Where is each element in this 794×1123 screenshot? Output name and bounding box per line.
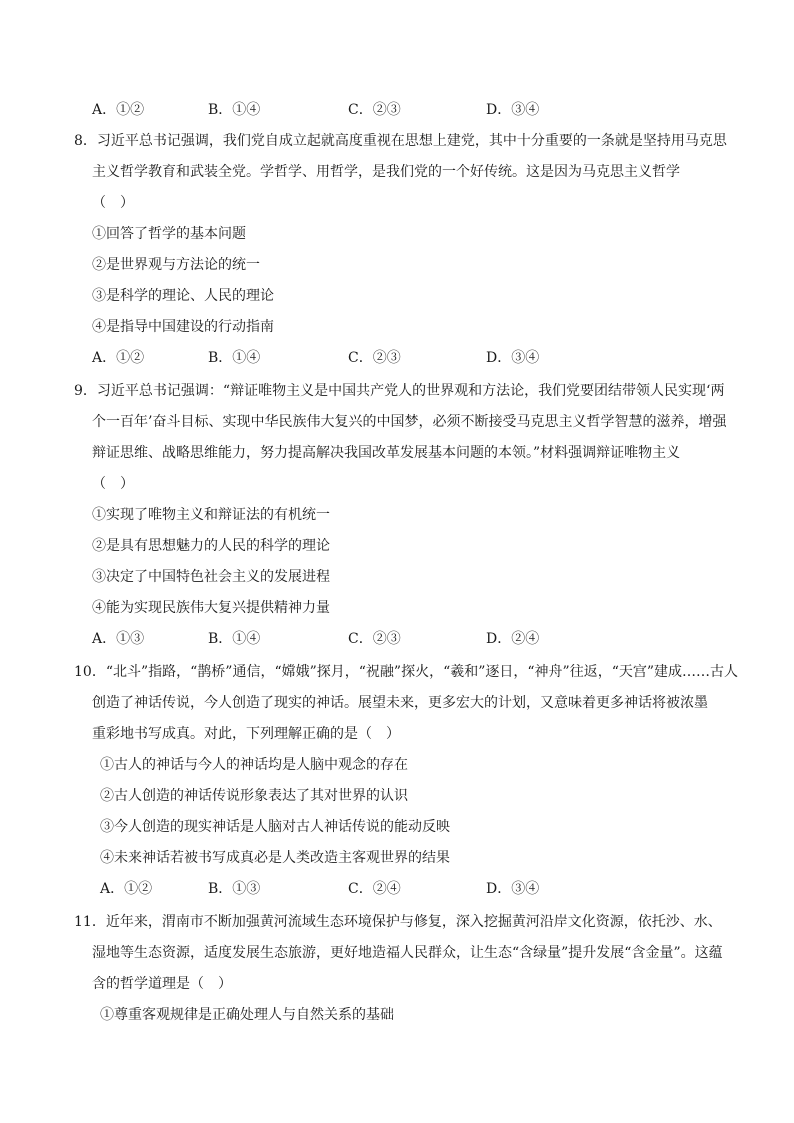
option-c: C．②④ — [348, 881, 401, 897]
option-a: A．①③ — [92, 631, 145, 647]
statement-item: ④未来神话若被书写成真必是人类改造主客观世界的结果 — [100, 850, 450, 866]
question-stem-line: 创造了神话传说，今人创造了现实的神话。展望未来，更多宏大的计划，又意味着更多神话将被浓墨 — [92, 695, 708, 711]
statement-item: ②是具有思想魅力的人民的科学的理论 — [92, 538, 330, 554]
option-d: D．③④ — [486, 102, 540, 118]
option-b: B．①④ — [208, 350, 261, 366]
option-d: D．③④ — [486, 350, 540, 366]
question-stem-line: 辩证思维、战略思维能力，努力提高解决我国改革发展基本问题的本领。”材料强调辩证唯物主义 — [92, 445, 681, 461]
statement-item: ③是科学的理论、人民的理论 — [92, 288, 274, 304]
option-a: A．①② — [100, 881, 153, 897]
question-stem-line: 湿地等生态资源，适度发展生态旅游，更好地造福人民群众，让生态“含绿量”提升发展“含金量”。这蕴 — [92, 945, 723, 961]
question-stem-line: 重彩地书写成真。对此，下列理解正确的是（ ） — [92, 726, 400, 742]
question-stem-line: 9．习近平总书记强调：“辩证唯物主义是中国共产党人的世界观和方法论，我们党要团结带领人民实现‘两 — [74, 383, 725, 399]
statement-item: ①实现了唯物主义和辩证法的有机统一 — [92, 507, 330, 523]
option-b: B．①④ — [208, 631, 261, 647]
question-stem-line: 含的哲学道理是（ ） — [92, 976, 232, 992]
statement-item: ①尊重客观规律是正确处理人与自然关系的基础 — [100, 1007, 394, 1023]
option-b: B．①③ — [208, 881, 261, 897]
option-b: B．①④ — [208, 102, 261, 118]
answer-bracket: （ ） — [92, 476, 134, 492]
statement-item: ③今人创造的现实神话是人脑对古人神话传说的能动反映 — [100, 819, 450, 835]
option-c: C．②③ — [348, 350, 401, 366]
answer-bracket: （ ） — [92, 195, 134, 211]
option-c: C．②③ — [348, 631, 401, 647]
question-stem-line: 主义哲学教育和武装全党。学哲学、用哲学，是我们党的一个好传统。这是因为马克思主义哲学 — [92, 164, 680, 180]
option-d: D．②④ — [486, 631, 540, 647]
question-stem-line: 11．近年来，渭南市不断加强黄河流域生态环境保护与修复，深入挖掘黄河沿岸文化资源，依托沙、水、 — [74, 914, 722, 930]
question-stem-line: 个一百年’奋斗目标、实现中华民族伟大复兴的中国梦，必须不断接受马克思主义哲学智慧的滋养，增强 — [92, 414, 727, 430]
statement-item: ③决定了中国特色社会主义的发展进程 — [92, 569, 330, 585]
statement-item: ①古人的神话与今人的神话均是人脑中观念的存在 — [100, 757, 408, 773]
option-d: D．③④ — [486, 881, 540, 897]
question-stem-line: 10．“北斗”指路，“鹊桥”通信，“嫦娥”探月，“祝融”探火，“羲和”逐日，“神舟”往返，“天宫”建成……古人 — [74, 664, 739, 680]
question-stem-line: 8．习近平总书记强调，我们党自成立起就高度重视在思想上建党，其中十分重要的一条就是坚持用马克思 — [74, 133, 727, 149]
option-a: A．①② — [92, 350, 145, 366]
statement-item: ①回答了哲学的基本问题 — [92, 226, 246, 242]
option-a: A．①② — [92, 102, 145, 118]
statement-item: ②古人创造的神话传说形象表达了其对世界的认识 — [100, 788, 408, 804]
statement-item: ②是世界观与方法论的统一 — [92, 257, 260, 273]
statement-item: ④能为实现民族伟大复兴提供精神力量 — [92, 600, 330, 616]
statement-item: ④是指导中国建设的行动指南 — [92, 319, 274, 335]
option-c: C．②③ — [348, 102, 401, 118]
